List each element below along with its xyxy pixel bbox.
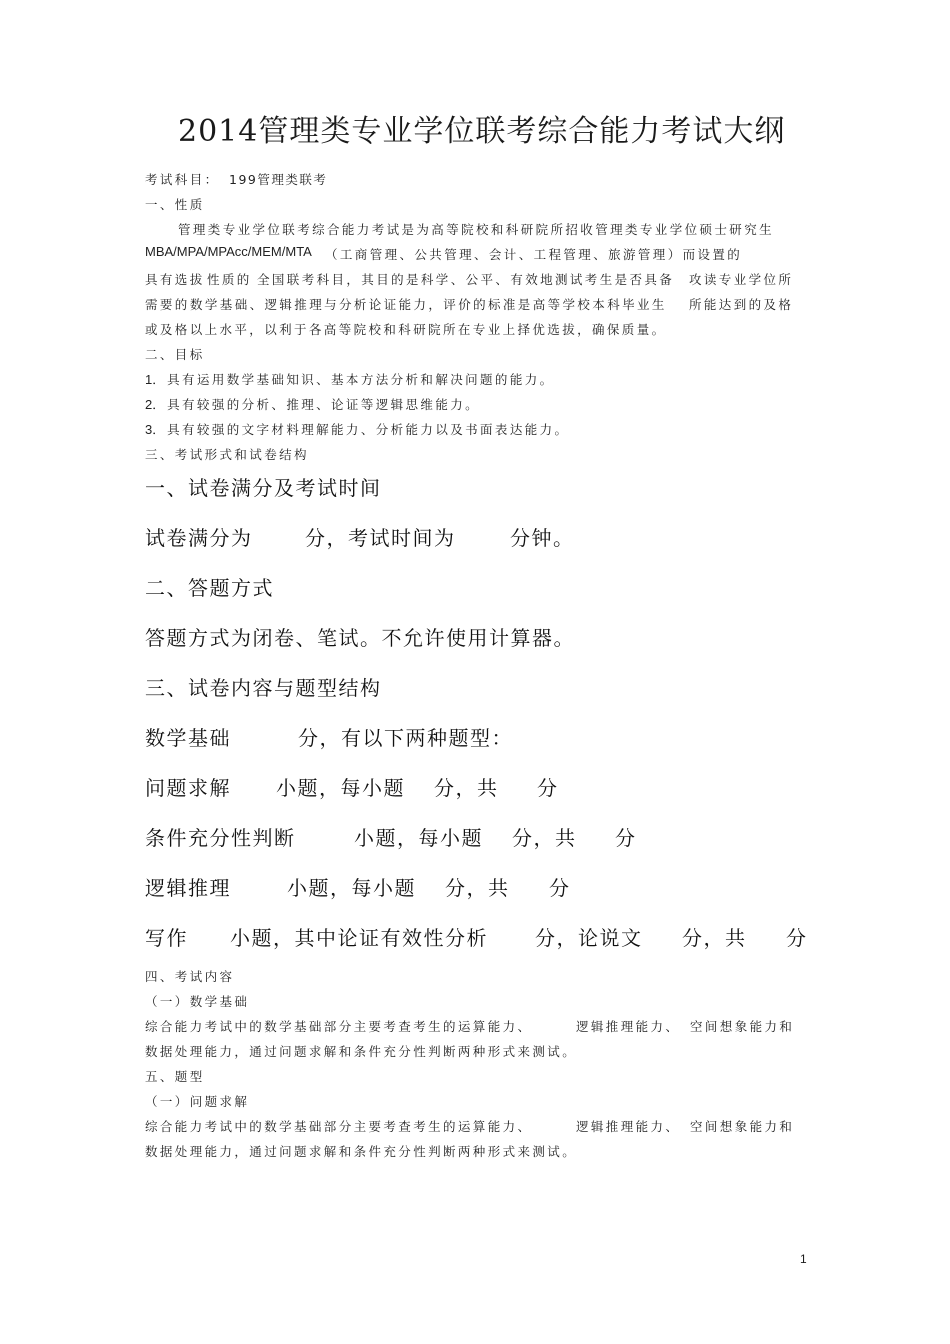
content-heading: 四、考试内容 [145,969,235,984]
s1-text-c: 分钟。 [510,526,575,550]
content-sub-1: （一）数学基础 [145,994,250,1009]
q1-a: 问题求解 [145,776,231,800]
q3-d: 分 [549,876,571,900]
intro-line-2-latin: MBA/MPA/MPAcc/MEM/MTA [145,244,312,259]
q2-c: 分，共 [512,826,577,850]
s1-text-a: 试卷满分为 [145,526,253,550]
objective-text: ．具有较强的文字材料理解能力、分析能力以及书面表达能力。 [152,422,570,437]
objective-item [145,420,569,438]
q4-a: 写作 [145,926,188,950]
content-s2-line-2: 数据处理能力，通过问题求解和条件充分性判断两种形式来测试。 [145,1144,578,1159]
objective-item [145,370,555,388]
intro-line-4-c: 所能达到的及格 [689,297,794,312]
q4-d: 分，共 [682,926,747,950]
subject-label: 考试科目： [145,172,220,187]
intro-line-2-rest: （工商管理、公共管理、会计、工程管理、旅游管理）而设置的 [325,247,743,262]
s2-heading: 二、答题方式 [145,576,274,600]
structure-heading: 三、考试形式和试卷结构 [145,447,309,462]
q2-b: 小题，每小题 [354,826,483,850]
content-s2-line-1-c: 空间想象能力和 [690,1119,795,1134]
intro-line-3-a: 具有选拔 [145,272,205,287]
s3-heading: 三、试卷内容与题型结构 [145,676,382,700]
content-s1-line-1-a: 综合能力考试中的数学基础部分主要考查考生的运算能力、 [145,1019,533,1034]
s2-text: 答题方式为闭卷、笔试。不允许使用计算器。 [145,626,575,650]
subject-value: 199管理类联考 [229,172,328,187]
q4-c: 分，论说文 [535,926,643,950]
objective-number: 3 [145,422,153,437]
q1-d: 分 [537,776,559,800]
intro-line-4-a: 需要的 [145,297,190,312]
q1-c: 分，共 [434,776,499,800]
content-s2-line-1-b: 逻辑推理能力、 [576,1119,681,1134]
section-heading-objectives: 二、目标 [145,347,205,362]
intro-line-4-b: 数学基础、逻辑推理与分析论证能力，评价的标准是高等学校本科毕业生 [190,297,667,312]
q2-d: 分 [615,826,637,850]
content-s1-line-1-c: 空间想象能力和 [690,1019,795,1034]
document-title: 2014管理类专业学位联考综合能力考试大纲 [178,114,786,149]
content-s1-line-2: 数据处理能力，通过问题求解和条件充分性判断两种形式来测试。 [145,1044,578,1059]
intro-line-3-c: 全国联考科目，其目的是科学、公平、有效地测试考生是否具备 [257,272,675,287]
content-s2-line-1-a: 综合能力考试中的数学基础部分主要考查考生的运算能力、 [145,1119,533,1134]
content-sub-heading-2: 五、题型 [145,1069,205,1084]
objective-item [145,395,480,413]
q2-a: 条件充分性判断 [145,826,296,850]
objective-number: 1 [145,372,153,387]
intro-line-3-d: 攻读专业学位所 [689,272,794,287]
section-heading-nature: 一、性质 [145,197,205,212]
s3-math-b: 分，有以下两种题型： [298,726,513,750]
content-s1-line-1-b: 逻辑推理能力、 [576,1019,681,1034]
s1-heading: 一、试卷满分及考试时间 [145,476,382,500]
q3-c: 分，共 [445,876,510,900]
s1-text-b: 分，考试时间为 [305,526,456,550]
intro-line-3-b: 性质的 [207,272,252,287]
q3-a: 逻辑推理 [145,876,231,900]
objective-text: ．具有运用数学基础知识、基本方法分析和解决问题的能力。 [152,372,555,387]
q3-b: 小题，每小题 [287,876,416,900]
intro-line-1: 管理类专业学位联考综合能力考试是为高等院校和科研院所招收管理类专业学位硕士研究生 [178,222,775,237]
page-number: 1 [800,1252,807,1266]
q4-e: 分 [786,926,808,950]
objective-text: ．具有较强的分析、推理、论证等逻辑思维能力。 [152,397,481,412]
objective-number: 2 [145,397,153,412]
s3-math-a: 数学基础 [145,726,231,750]
intro-line-5: 或及格以上水平，以利于各高等院校和科研院所在专业上择优选拔，确保质量。 [145,322,667,337]
content-sub-2: （一）问题求解 [145,1094,250,1109]
q4-b: 小题，其中论证有效性分析 [230,926,488,950]
q1-b: 小题，每小题 [276,776,405,800]
